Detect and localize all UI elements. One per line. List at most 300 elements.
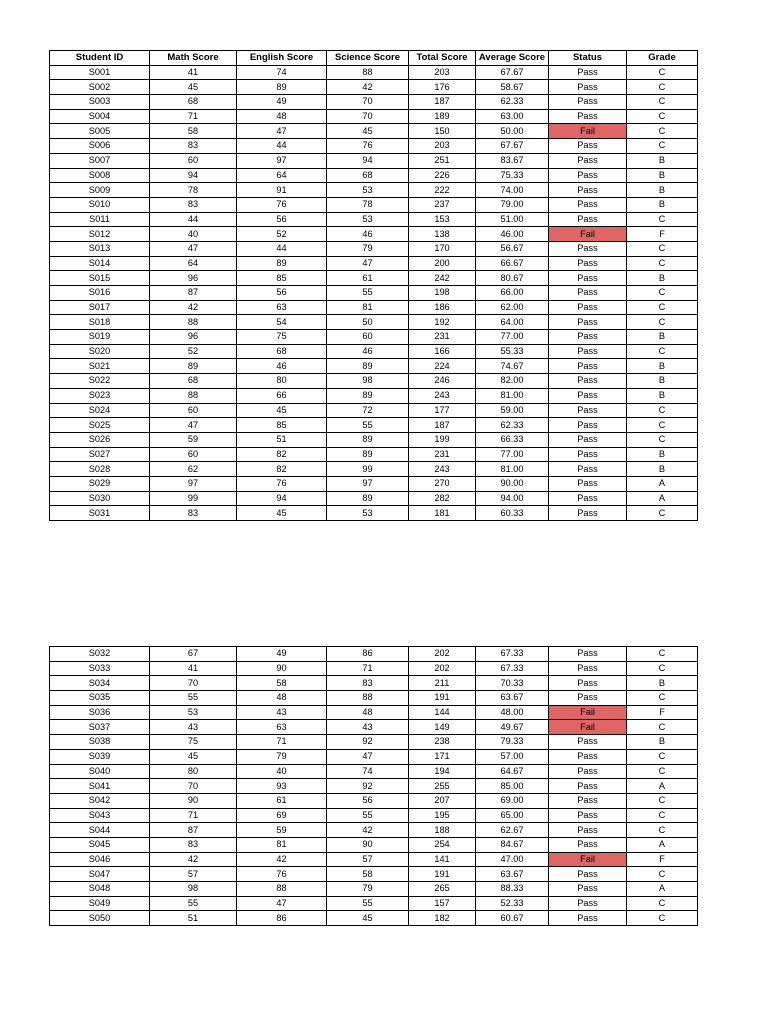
- cell-student-id: S033: [50, 661, 150, 676]
- header-status: Status: [549, 51, 627, 66]
- cell-science-score: 55: [327, 286, 409, 301]
- table-row: [50, 418, 698, 433]
- cell-english-score: 88: [237, 882, 327, 897]
- table-row: [50, 793, 698, 808]
- cell-grade: C: [627, 418, 698, 433]
- cell-average-score: 85.00: [476, 779, 549, 794]
- cell-english-score: 52: [237, 227, 327, 242]
- table-row: [50, 823, 698, 838]
- cell-grade: C: [627, 124, 698, 139]
- cell-science-score: 42: [327, 823, 409, 838]
- cell-status: Pass: [549, 183, 627, 198]
- cell-status: Fail: [549, 852, 627, 867]
- cell-total-score: 199: [409, 432, 476, 447]
- cell-math-score: 70: [150, 676, 237, 691]
- cell-student-id: S044: [50, 823, 150, 838]
- cell-grade: B: [627, 359, 698, 374]
- cell-science-score: 70: [327, 95, 409, 110]
- cell-student-id: S014: [50, 256, 150, 271]
- cell-total-score: 242: [409, 271, 476, 286]
- cell-status: Pass: [549, 388, 627, 403]
- cell-average-score: 62.33: [476, 95, 549, 110]
- cell-english-score: 48: [237, 109, 327, 124]
- cell-total-score: 243: [409, 462, 476, 477]
- cell-student-id: S020: [50, 344, 150, 359]
- cell-average-score: 49.67: [476, 720, 549, 735]
- cell-total-score: 202: [409, 661, 476, 676]
- cell-science-score: 92: [327, 779, 409, 794]
- cell-english-score: 61: [237, 793, 327, 808]
- cell-total-score: 191: [409, 867, 476, 882]
- cell-status: Pass: [549, 330, 627, 345]
- cell-english-score: 64: [237, 168, 327, 183]
- cell-student-id: S015: [50, 271, 150, 286]
- table-row: [50, 506, 698, 521]
- cell-math-score: 71: [150, 808, 237, 823]
- cell-average-score: 62.67: [476, 823, 549, 838]
- cell-student-id: S048: [50, 882, 150, 897]
- cell-total-score: 237: [409, 197, 476, 212]
- cell-student-id: S040: [50, 764, 150, 779]
- cell-grade: C: [627, 344, 698, 359]
- cell-english-score: 46: [237, 359, 327, 374]
- table-row: [50, 197, 698, 212]
- cell-student-id: S021: [50, 359, 150, 374]
- cell-english-score: 45: [237, 403, 327, 418]
- cell-english-score: 71: [237, 735, 327, 750]
- cell-total-score: 195: [409, 808, 476, 823]
- cell-grade: C: [627, 139, 698, 154]
- cell-grade: B: [627, 447, 698, 462]
- cell-math-score: 83: [150, 197, 237, 212]
- cell-math-score: 78: [150, 183, 237, 198]
- cell-science-score: 58: [327, 867, 409, 882]
- table-row: [50, 647, 698, 662]
- cell-status: Pass: [549, 80, 627, 95]
- cell-math-score: 52: [150, 344, 237, 359]
- cell-grade: A: [627, 837, 698, 852]
- cell-math-score: 42: [150, 852, 237, 867]
- cell-science-score: 74: [327, 764, 409, 779]
- cell-grade: B: [627, 676, 698, 691]
- cell-student-id: S031: [50, 506, 150, 521]
- cell-student-id: S039: [50, 749, 150, 764]
- table-row: [50, 227, 698, 242]
- cell-science-score: 89: [327, 491, 409, 506]
- cell-english-score: 58: [237, 676, 327, 691]
- cell-math-score: 96: [150, 271, 237, 286]
- cell-status: Pass: [549, 109, 627, 124]
- cell-english-score: 68: [237, 344, 327, 359]
- cell-science-score: 55: [327, 418, 409, 433]
- cell-english-score: 97: [237, 153, 327, 168]
- cell-math-score: 40: [150, 227, 237, 242]
- cell-english-score: 85: [237, 271, 327, 286]
- cell-math-score: 87: [150, 286, 237, 301]
- cell-math-score: 80: [150, 764, 237, 779]
- cell-student-id: S008: [50, 168, 150, 183]
- cell-average-score: 82.00: [476, 374, 549, 389]
- cell-math-score: 96: [150, 330, 237, 345]
- table-row: [50, 779, 698, 794]
- cell-status: Pass: [549, 808, 627, 823]
- cell-english-score: 47: [237, 124, 327, 139]
- cell-status: Pass: [549, 241, 627, 256]
- cell-science-score: 83: [327, 676, 409, 691]
- cell-science-score: 76: [327, 139, 409, 154]
- cell-status: Pass: [549, 764, 627, 779]
- cell-total-score: 191: [409, 691, 476, 706]
- cell-math-score: 75: [150, 735, 237, 750]
- cell-average-score: 84.67: [476, 837, 549, 852]
- cell-grade: C: [627, 432, 698, 447]
- cell-average-score: 47.00: [476, 852, 549, 867]
- cell-status: Pass: [549, 749, 627, 764]
- cell-math-score: 68: [150, 95, 237, 110]
- cell-total-score: 149: [409, 720, 476, 735]
- cell-student-id: S038: [50, 735, 150, 750]
- cell-total-score: 138: [409, 227, 476, 242]
- cell-science-score: 53: [327, 212, 409, 227]
- cell-student-id: S049: [50, 896, 150, 911]
- table-row: [50, 735, 698, 750]
- cell-status: Pass: [549, 779, 627, 794]
- cell-total-score: 203: [409, 139, 476, 154]
- cell-student-id: S011: [50, 212, 150, 227]
- cell-student-id: S018: [50, 315, 150, 330]
- cell-science-score: 50: [327, 315, 409, 330]
- cell-status: Pass: [549, 315, 627, 330]
- cell-average-score: 67.67: [476, 65, 549, 80]
- cell-average-score: 58.67: [476, 80, 549, 95]
- cell-math-score: 71: [150, 109, 237, 124]
- cell-grade: C: [627, 315, 698, 330]
- table-row: [50, 168, 698, 183]
- cell-average-score: 77.00: [476, 330, 549, 345]
- header-row: [50, 51, 698, 66]
- cell-total-score: 187: [409, 95, 476, 110]
- cell-student-id: S002: [50, 80, 150, 95]
- cell-student-id: S017: [50, 300, 150, 315]
- table-row: [50, 300, 698, 315]
- cell-status: Pass: [549, 793, 627, 808]
- header-average-score: Average Score: [476, 51, 549, 66]
- cell-student-id: S032: [50, 647, 150, 662]
- cell-status: Pass: [549, 837, 627, 852]
- cell-math-score: 42: [150, 300, 237, 315]
- cell-grade: B: [627, 388, 698, 403]
- cell-science-score: 89: [327, 359, 409, 374]
- cell-student-id: S006: [50, 139, 150, 154]
- table-row: [50, 256, 698, 271]
- cell-science-score: 79: [327, 241, 409, 256]
- table-row: [50, 867, 698, 882]
- cell-english-score: 75: [237, 330, 327, 345]
- cell-average-score: 50.00: [476, 124, 549, 139]
- cell-total-score: 188: [409, 823, 476, 838]
- cell-math-score: 41: [150, 65, 237, 80]
- cell-english-score: 90: [237, 661, 327, 676]
- cell-average-score: 56.67: [476, 241, 549, 256]
- cell-math-score: 47: [150, 418, 237, 433]
- cell-science-score: 57: [327, 852, 409, 867]
- cell-status: Pass: [549, 735, 627, 750]
- cell-grade: C: [627, 691, 698, 706]
- table-row: [50, 315, 698, 330]
- header-science-score: Science Score: [327, 51, 409, 66]
- cell-average-score: 81.00: [476, 462, 549, 477]
- cell-english-score: 69: [237, 808, 327, 823]
- header-student-id: Student ID: [50, 51, 150, 66]
- cell-science-score: 45: [327, 911, 409, 926]
- cell-student-id: S013: [50, 241, 150, 256]
- cell-average-score: 57.00: [476, 749, 549, 764]
- cell-grade: B: [627, 735, 698, 750]
- cell-status: Pass: [549, 447, 627, 462]
- cell-math-score: 98: [150, 882, 237, 897]
- table-row: [50, 808, 698, 823]
- cell-english-score: 80: [237, 374, 327, 389]
- cell-total-score: 200: [409, 256, 476, 271]
- table-row: [50, 271, 698, 286]
- cell-total-score: 176: [409, 80, 476, 95]
- cell-total-score: 203: [409, 65, 476, 80]
- cell-status: Fail: [549, 720, 627, 735]
- cell-average-score: 51.00: [476, 212, 549, 227]
- cell-grade: A: [627, 491, 698, 506]
- cell-status: Pass: [549, 867, 627, 882]
- cell-grade: C: [627, 241, 698, 256]
- cell-math-score: 70: [150, 779, 237, 794]
- table-row: [50, 109, 698, 124]
- cell-english-score: 40: [237, 764, 327, 779]
- table-row: [50, 476, 698, 491]
- scores-table-page-2: [49, 646, 698, 926]
- cell-math-score: 45: [150, 749, 237, 764]
- cell-status: Pass: [549, 197, 627, 212]
- cell-status: Pass: [549, 212, 627, 227]
- cell-status: Pass: [549, 359, 627, 374]
- cell-english-score: 59: [237, 823, 327, 838]
- cell-student-id: S019: [50, 330, 150, 345]
- table-row: [50, 374, 698, 389]
- cell-science-score: 71: [327, 661, 409, 676]
- cell-total-score: 202: [409, 647, 476, 662]
- cell-math-score: 83: [150, 139, 237, 154]
- cell-status: Pass: [549, 896, 627, 911]
- cell-math-score: 88: [150, 315, 237, 330]
- table-row: [50, 749, 698, 764]
- cell-english-score: 63: [237, 720, 327, 735]
- cell-math-score: 89: [150, 359, 237, 374]
- cell-average-score: 79.00: [476, 197, 549, 212]
- cell-english-score: 54: [237, 315, 327, 330]
- cell-math-score: 55: [150, 691, 237, 706]
- cell-status: Fail: [549, 227, 627, 242]
- cell-status: Pass: [549, 168, 627, 183]
- cell-average-score: 67.33: [476, 661, 549, 676]
- table-row: [50, 95, 698, 110]
- cell-grade: C: [627, 506, 698, 521]
- cell-average-score: 70.33: [476, 676, 549, 691]
- cell-math-score: 55: [150, 896, 237, 911]
- cell-total-score: 211: [409, 676, 476, 691]
- cell-grade: C: [627, 256, 698, 271]
- cell-student-id: S034: [50, 676, 150, 691]
- cell-average-score: 65.00: [476, 808, 549, 823]
- cell-grade: A: [627, 779, 698, 794]
- cell-science-score: 99: [327, 462, 409, 477]
- cell-total-score: 194: [409, 764, 476, 779]
- table-row: [50, 330, 698, 345]
- cell-student-id: S024: [50, 403, 150, 418]
- table-row: [50, 764, 698, 779]
- cell-math-score: 67: [150, 647, 237, 662]
- cell-grade: A: [627, 476, 698, 491]
- cell-student-id: S003: [50, 95, 150, 110]
- cell-average-score: 55.33: [476, 344, 549, 359]
- cell-science-score: 68: [327, 168, 409, 183]
- cell-math-score: 58: [150, 124, 237, 139]
- cell-grade: C: [627, 300, 698, 315]
- cell-status: Pass: [549, 691, 627, 706]
- cell-science-score: 53: [327, 183, 409, 198]
- table-row: [50, 837, 698, 852]
- cell-average-score: 69.00: [476, 793, 549, 808]
- cell-math-score: 60: [150, 403, 237, 418]
- cell-total-score: 150: [409, 124, 476, 139]
- cell-english-score: 56: [237, 286, 327, 301]
- cell-math-score: 62: [150, 462, 237, 477]
- cell-total-score: 282: [409, 491, 476, 506]
- table-row: [50, 359, 698, 374]
- cell-student-id: S043: [50, 808, 150, 823]
- cell-english-score: 76: [237, 476, 327, 491]
- cell-english-score: 43: [237, 705, 327, 720]
- cell-average-score: 74.67: [476, 359, 549, 374]
- cell-student-id: S037: [50, 720, 150, 735]
- cell-science-score: 42: [327, 80, 409, 95]
- cell-science-score: 89: [327, 432, 409, 447]
- header-total-score: Total Score: [409, 51, 476, 66]
- cell-average-score: 60.67: [476, 911, 549, 926]
- cell-science-score: 46: [327, 227, 409, 242]
- scores-table-page-1: [49, 50, 698, 521]
- cell-status: Pass: [549, 418, 627, 433]
- cell-science-score: 94: [327, 153, 409, 168]
- cell-student-id: S016: [50, 286, 150, 301]
- cell-english-score: 48: [237, 691, 327, 706]
- table-row: [50, 491, 698, 506]
- cell-status: Pass: [549, 300, 627, 315]
- cell-status: Pass: [549, 403, 627, 418]
- cell-total-score: 243: [409, 388, 476, 403]
- cell-grade: C: [627, 661, 698, 676]
- cell-math-score: 43: [150, 720, 237, 735]
- cell-science-score: 88: [327, 691, 409, 706]
- cell-status: Fail: [549, 124, 627, 139]
- cell-math-score: 64: [150, 256, 237, 271]
- cell-science-score: 47: [327, 256, 409, 271]
- cell-status: Pass: [549, 153, 627, 168]
- table-row: [50, 286, 698, 301]
- cell-status: Pass: [549, 139, 627, 154]
- cell-total-score: 166: [409, 344, 476, 359]
- cell-average-score: 48.00: [476, 705, 549, 720]
- cell-science-score: 60: [327, 330, 409, 345]
- table-row: [50, 388, 698, 403]
- table-row: [50, 432, 698, 447]
- cell-status: Pass: [549, 344, 627, 359]
- cell-total-score: 255: [409, 779, 476, 794]
- cell-math-score: 99: [150, 491, 237, 506]
- cell-student-id: S026: [50, 432, 150, 447]
- cell-math-score: 88: [150, 388, 237, 403]
- cell-math-score: 60: [150, 153, 237, 168]
- cell-student-id: S035: [50, 691, 150, 706]
- cell-student-id: S029: [50, 476, 150, 491]
- cell-status: Pass: [549, 432, 627, 447]
- cell-status: Pass: [549, 286, 627, 301]
- cell-average-score: 62.00: [476, 300, 549, 315]
- cell-math-score: 41: [150, 661, 237, 676]
- cell-average-score: 52.33: [476, 896, 549, 911]
- cell-english-score: 93: [237, 779, 327, 794]
- cell-student-id: S042: [50, 793, 150, 808]
- cell-average-score: 83.67: [476, 153, 549, 168]
- cell-grade: B: [627, 462, 698, 477]
- cell-science-score: 72: [327, 403, 409, 418]
- cell-english-score: 94: [237, 491, 327, 506]
- cell-grade: C: [627, 647, 698, 662]
- cell-total-score: 238: [409, 735, 476, 750]
- cell-english-score: 82: [237, 462, 327, 477]
- cell-english-score: 89: [237, 80, 327, 95]
- cell-average-score: 77.00: [476, 447, 549, 462]
- cell-math-score: 68: [150, 374, 237, 389]
- cell-grade: B: [627, 153, 698, 168]
- cell-total-score: 270: [409, 476, 476, 491]
- cell-science-score: 48: [327, 705, 409, 720]
- cell-science-score: 98: [327, 374, 409, 389]
- cell-grade: C: [627, 764, 698, 779]
- cell-average-score: 64.00: [476, 315, 549, 330]
- cell-student-id: S047: [50, 867, 150, 882]
- cell-math-score: 47: [150, 241, 237, 256]
- cell-total-score: 187: [409, 418, 476, 433]
- header-math-score: Math Score: [150, 51, 237, 66]
- cell-science-score: 89: [327, 388, 409, 403]
- cell-total-score: 186: [409, 300, 476, 315]
- cell-english-score: 49: [237, 95, 327, 110]
- table-row: [50, 911, 698, 926]
- cell-science-score: 46: [327, 344, 409, 359]
- cell-status: Pass: [549, 882, 627, 897]
- cell-science-score: 78: [327, 197, 409, 212]
- cell-grade: C: [627, 911, 698, 926]
- cell-english-score: 51: [237, 432, 327, 447]
- cell-average-score: 67.67: [476, 139, 549, 154]
- cell-math-score: 83: [150, 837, 237, 852]
- table-row: [50, 183, 698, 198]
- cell-math-score: 90: [150, 793, 237, 808]
- cell-grade: C: [627, 95, 698, 110]
- cell-average-score: 74.00: [476, 183, 549, 198]
- header-grade: Grade: [627, 51, 698, 66]
- cell-total-score: 182: [409, 911, 476, 926]
- cell-status: Pass: [549, 661, 627, 676]
- cell-grade: C: [627, 286, 698, 301]
